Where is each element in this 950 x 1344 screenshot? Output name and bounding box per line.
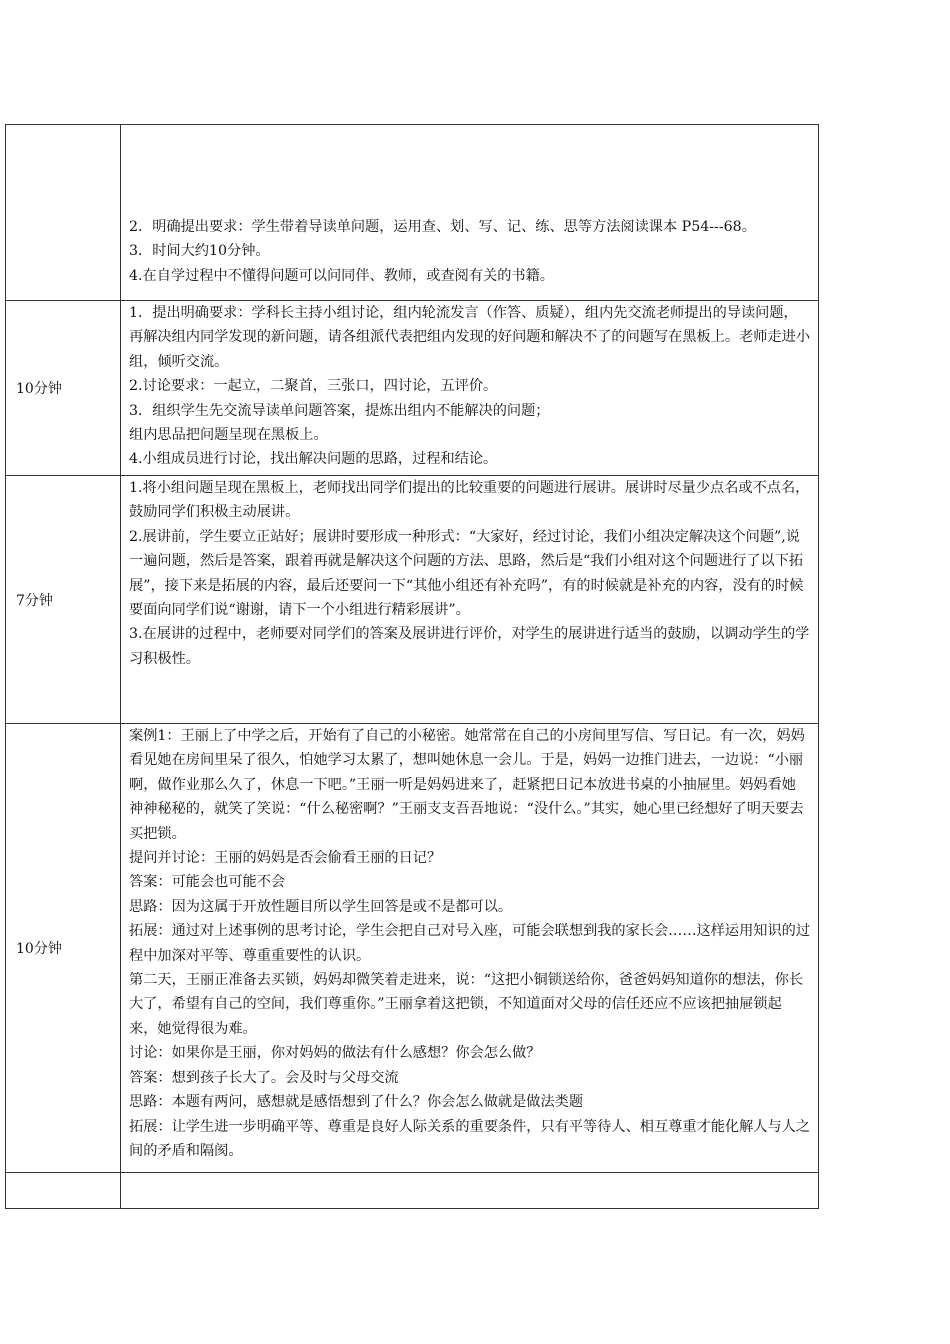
content-line: 组内思品把问题呈现在黑板上。 [129,427,328,444]
content-cell [121,301,819,476]
content-line: 4.在自学过程中不懂得问题可以问同伴、教师，或查阅有关的书籍。 [129,267,554,284]
content-cell [121,1173,819,1209]
content-line: 3.在展讲的过程中，老师要对同学们的答案及展讲进行评价，对学生的展讲进行适当的鼓励，以调动学生的学习积极性。 [129,626,810,667]
content-line: 案例1：王丽上了中学之后，开始有了自己的小秘密。她常常在自己的小房间里写信、写日记。有一次，妈妈看见她在房间里呆了很久，怕她学习太累了，想叫她休息一会儿。于是，妈妈一边推门进去，一边说：“小丽啊，做作业那么久了，休息一下吧。”王丽一听是妈妈进来了，赶紧把日记本放进书桌的小抽屉里。妈妈看她神神秘秘的，就笑了笑说：“什么秘密啊？”王丽支支吾吾地说：“没什么。”其实，她心里已经想好了明天要去买把锁。 [129,728,805,842]
time-cell [6,1173,121,1209]
content-line: 提问并讨论：王丽的妈妈是否会偷看王丽的日记？ [129,850,442,867]
content-cell [121,125,819,301]
table-row [6,476,819,724]
content-line: 答案：想到孩子长大了。会及时与父母交流 [129,1069,399,1086]
content-line: 讨论：如果你是王丽，你对妈妈的做法有什么感想？你会怎么做？ [129,1045,541,1062]
content-line: 拓展：让学生进一步明确平等、尊重是良好人际关系的重要条件，只有平等待人、相互尊重才能化解人与人之间的矛盾和隔阂。 [129,1118,811,1159]
content-line: 3．组织学生先交流导读单问题答案，提炼出组内不能解决的问题； [129,402,550,419]
content-line: 第二天，王丽正准备去买锁，妈妈却微笑着走进来，说：“这把小铜锁送给你，爸爸妈妈知道你的想法，你长大了，希望有自己的空间，我们尊重你。”王丽拿着这把锁，不知道面对父母的信任还应不应该把抽屉锁起来，她觉得很为难。 [129,972,804,1037]
content-line: 1．提出明确要求：学科长主持小组讨论，组内轮流发言（作答、质疑），组内先交流老师提出的导读问题，再解决组内同学发现的新问题，请各组派代表把组内发现的好问题和解决不了的问题写在黑板上。老师走进小组，倾听交流。 [129,305,811,370]
content-cell [121,724,819,1173]
table-row [6,125,819,301]
content-line: 1.将小组问题呈现在黑板上，老师找出同学们提出的比较重要的问题进行展讲。展讲时尽量少点名或不点名，鼓励同学们积极主动展讲。 [129,480,810,521]
time-cell: 10分钟 [6,724,121,1173]
content-line: 思路：因为这属于开放性题目所以学生回答是或不是都可以。 [129,898,513,915]
content-line: 2.展讲前，学生要立正站好；展讲时要形成一种形式：“大家好，经过讨论，我们小组决定解决这个问题”,说一遍问题，然后是答案，跟着再就是解决这个问题的方法、思路，然后是“我们小组对这个问题进行了以下拓展”，接下来是拓展的内容，最后还要问一下“其他小组还有补充吗”，有的时候就是补充的内容，没有的时候要面向同学们说“谢谢，请下一个小组进行精彩展讲”。 [129,528,804,619]
time-cell: 10分钟 [6,301,121,476]
content-cell [121,476,819,724]
content-line: 思路：本题有两问，感想就是感悟想到了什么？你会怎么做就是做法类题 [129,1094,584,1111]
time-cell: 7分钟 [6,476,121,724]
time-cell [6,125,121,301]
table-row [6,1173,819,1209]
table-row [6,301,819,476]
table-row [6,724,819,1173]
lesson-plan-table [5,124,819,1209]
content-line: 2．明确提出要求：学生带着导读单问题，运用查、划、写、记、练、思等方法阅读课本 P54---68。 [129,219,756,235]
content-line: 答案：可能会也可能不会 [129,874,286,891]
content-line: 3．时间大约10分钟。 [129,243,270,260]
content-line: 4.小组成员进行讨论，找出解决问题的思路，过程和结论。 [129,451,498,468]
content-line: 2.讨论要求：一起立，二聚首，三张口，四讨论，五评价。 [129,378,498,395]
content-line: 拓展：通过对上述事例的思考讨论，学生会把自己对号入座，可能会联想到我的家长会……这样运用知识的过程中加深对平等、尊重重要性的认识。 [129,923,811,964]
